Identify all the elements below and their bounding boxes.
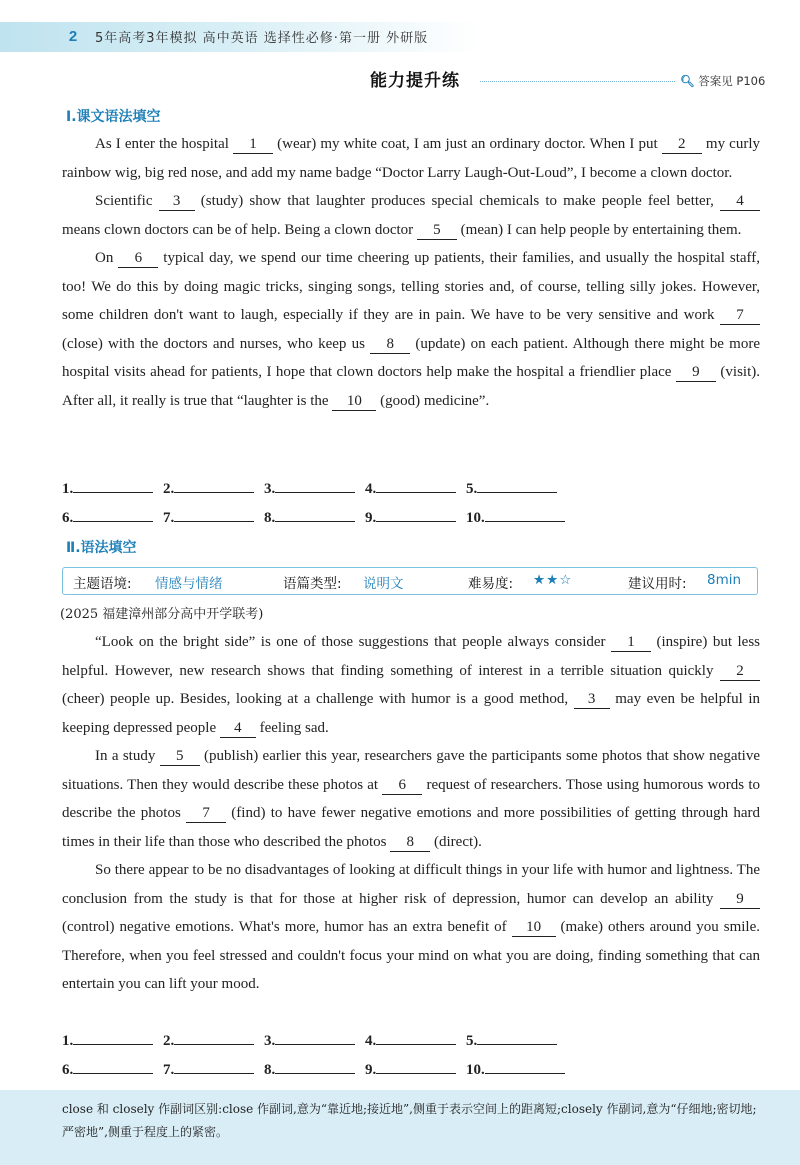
part1-paragraph-1: As I enter the hospital 1 (wear) my white coat, I am just an ordinary doctor. When I put 2 my curly rainbow wig, big red nose, and add my name badge “Doctor Larry Laugh-Out-Loud”, I become a clown doctor. — [62, 136, 760, 181]
page-header — [0, 0, 800, 70]
answer-line[interactable] — [376, 478, 456, 493]
time-label: 建议用时: — [628, 576, 687, 592]
answer-line[interactable] — [73, 1030, 153, 1045]
answer-line[interactable] — [73, 478, 153, 493]
part2-passage — [62, 628, 760, 999]
info-bar — [62, 567, 758, 595]
blank-6[interactable]: 6 — [118, 249, 158, 268]
part2-paragraph-2: In a study 5 (publish) earlier this year, researchers gave the participants some photos that show negative situations. Then they would describe these photos at 6 request of researchers. Those using humorous words to describe the photos 7 (find) to have fewer negative emotions and more possibilities of getting through hard times in their life than those who described the photos 8 (direct). — [62, 748, 761, 850]
blank-5[interactable]: 5 — [160, 747, 200, 766]
answer-line[interactable] — [275, 478, 355, 493]
title-divider — [480, 81, 675, 82]
part2-answer-row-2: 6. 7. 8. 9. 10. — [62, 1059, 567, 1079]
theme-label: 主题语境: — [73, 576, 132, 592]
difficulty-stars: ★★☆ — [533, 572, 573, 588]
blank-9[interactable]: 9 — [720, 890, 760, 909]
blank-4[interactable]: 4 — [720, 192, 760, 211]
blank-10[interactable]: 10 — [512, 918, 556, 937]
theme-value: 情感与情绪 — [155, 576, 223, 592]
answer-line[interactable] — [485, 507, 565, 522]
blank-10[interactable]: 10 — [332, 392, 376, 411]
blank-3[interactable]: 3 — [574, 690, 610, 709]
answer-line[interactable] — [174, 478, 254, 493]
magnifier-icon: 🔍︎ — [680, 74, 695, 88]
part1-answer-row-1: 1. 2. 3. 4. 5. — [62, 478, 567, 498]
blank-7[interactable]: 7 — [720, 306, 760, 325]
blank-1[interactable]: 1 — [611, 633, 651, 652]
answer-line[interactable] — [376, 1059, 456, 1074]
blank-4[interactable]: 4 — [220, 719, 256, 738]
blank-5[interactable]: 5 — [417, 221, 457, 240]
part1-passage — [62, 130, 760, 415]
blank-3[interactable]: 3 — [159, 192, 195, 211]
part2-heading: Ⅱ.语法填空 — [66, 540, 137, 556]
answer-line[interactable] — [73, 1059, 153, 1074]
section-title-wrap — [370, 66, 460, 91]
type-label: 语篇类型: — [283, 576, 342, 592]
blank-1[interactable]: 1 — [233, 135, 273, 154]
answer-line[interactable] — [376, 1030, 456, 1045]
blank-6[interactable]: 6 — [382, 776, 422, 795]
page-number: 2 — [68, 28, 78, 45]
part2-paragraph-1: “Look on the bright side” is one of those suggestions that people always consider 1 (inspire) but less helpful. However, new research shows that finding something of interest in a terrible situation quickly 2 (cheer) people up. Besides, looking at a challenge with humor is a good method, 3 may even be helpful in keeping depressed people 4 feeling sad. — [62, 634, 760, 736]
time-value: 8min — [707, 572, 742, 588]
answer-line[interactable] — [174, 1059, 254, 1074]
book-title: 5年高考3年模拟 高中英语 选择性必修·第一册 外研版 — [95, 31, 429, 46]
answer-line[interactable] — [485, 1059, 565, 1074]
source-note: (2025 福建漳州部分高中开学联考) — [60, 607, 264, 622]
part1-paragraph-3: On 6 typical day, we spend our time cheering up patients, their families, and usually the hospital staff, too! We do this by doing magic tricks, singing songs, telling stories and, of course, telling silly jokes. However, some children don't want to laugh, especially if they are in pain. We have to be very sensitive and work 7 (close) with the doctors and nurses, who keep us 8 (update) on each patient. Although there might be more hospital visits ahead for patients, I hope that clown doctors help make the hospital a friendlier place 9 (visit). After all, it really is true that “laughter is the 10 (good) medicine”. — [62, 250, 761, 409]
blank-2[interactable]: 2 — [720, 662, 760, 681]
answer-line[interactable] — [477, 478, 557, 493]
footer-note: close 和 closely 作副词区别:close 作副词,意为“靠近地;接近地”,侧重于表示空间上的距离短;closely 作副词,意为“仔细地;密切地;严密地”,侧重于程度上的紧密。 — [62, 1102, 757, 1139]
blank-2[interactable]: 2 — [662, 135, 702, 154]
difficulty-label: 难易度: — [468, 576, 514, 592]
answer-line[interactable] — [275, 1030, 355, 1045]
blank-8[interactable]: 8 — [370, 335, 410, 354]
answer-line[interactable] — [174, 507, 254, 522]
part2-answer-row-1: 1. 2. 3. 4. 5. — [62, 1030, 567, 1050]
part1-heading: Ⅰ.课文语法填空 — [66, 109, 161, 125]
answer-line[interactable] — [275, 507, 355, 522]
blank-9[interactable]: 9 — [676, 363, 716, 382]
answer-line[interactable] — [174, 1030, 254, 1045]
answer-line[interactable] — [73, 507, 153, 522]
answer-line[interactable] — [477, 1030, 557, 1045]
answer-reference-text: 答案见 P106 — [698, 74, 766, 88]
part1-paragraph-2: Scientific 3 (study) show that laughter produces special chemicals to make people feel better, 4 means clown doctors can be of help. Being a clown doctor 5 (mean) I can help people by entertaining them. — [62, 187, 760, 244]
part1-answer-row-2: 6. 7. 8. 9. 10. — [62, 507, 567, 527]
blank-7[interactable]: 7 — [186, 804, 226, 823]
type-value: 说明文 — [363, 576, 404, 592]
part2-paragraph-3: So there appear to be no disadvantages of looking at difficult things in your life with humor and lightness. The conclusion from the study is that for those at higher risk of depression, humor can develop an ability 9 (control) negative emotions. What's more, humor has an extra benefit of 10 (make) others around you smile. Therefore, when you feel stressed and couldn't focus your mind on what you are doing, finding something that can entertain you can lift your mood. — [62, 862, 761, 992]
answer-line[interactable] — [376, 507, 456, 522]
answer-reference — [680, 73, 765, 89]
blank-8[interactable]: 8 — [390, 833, 430, 852]
section-title: 能力提升练 — [370, 71, 460, 91]
answer-line[interactable] — [275, 1059, 355, 1074]
